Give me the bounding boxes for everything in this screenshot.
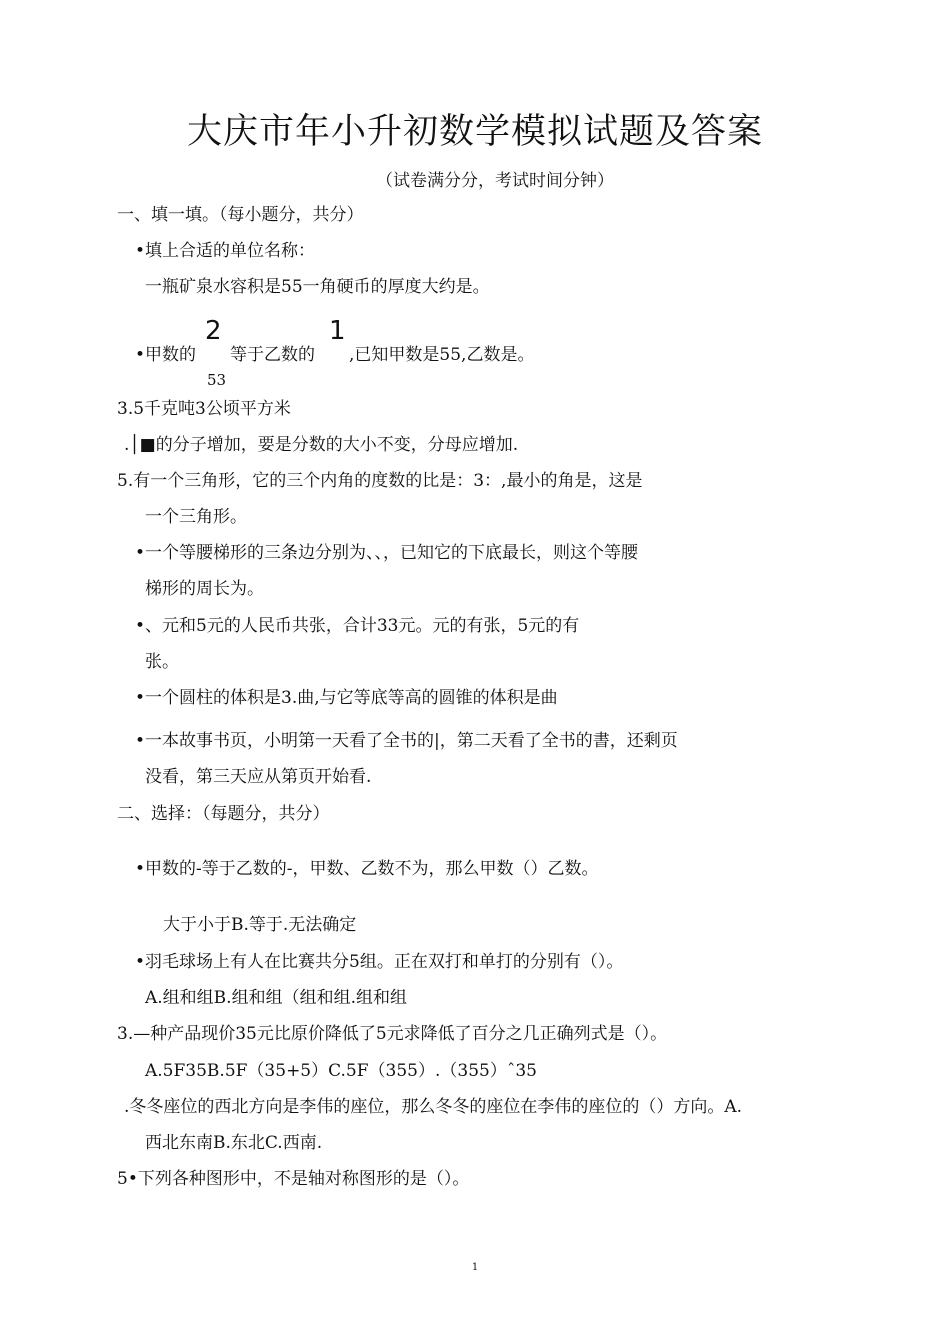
s1-q4: .│■的分子增加，要是分数的大小不变，分母应增加. [124, 435, 519, 455]
s2-q4-line2: 西北东南B.东北C.西南. [145, 1133, 323, 1153]
s2-q1: •甲数的-等于乙数的-，甲数、乙数不为，那么甲数（）乙数。 [135, 859, 599, 879]
s2-q2-options: A.组和组B.组和组（组和组.组和组 [145, 988, 407, 1008]
s2-q4-line1: .冬冬座位的西北方向是李伟的座位，那么冬冬的座位在李伟的座位的（）方向。A. [124, 1097, 743, 1117]
s1-q3: 3.5千克吨3公顷平方米 [117, 399, 291, 419]
s1-q7-line2: 张。 [145, 652, 179, 672]
s1-q9-line2: 没看，第三天应从第页开始看. [145, 767, 372, 787]
section1-heading: 一、填一填。（每小题分，共分） [117, 205, 364, 225]
page-subtitle: （试卷满分分，考试时间分钟） [376, 171, 614, 191]
page-number: 1 [471, 1262, 479, 1273]
s1-q7-line1: •、元和5元的人民币共张，合计33元。元的有张，5元的有 [135, 616, 580, 636]
s1-q1-body: 一瓶矿泉水容积是55一角硬币的厚度大约是。 [145, 277, 490, 297]
s1-q2-text: •甲数的 等于乙数的 ,已知甲数是55,乙数是。 [135, 345, 535, 365]
s1-q2-numerator-b: 1 [329, 316, 346, 346]
section2-heading: 二、选择：（每题分，共分） [117, 804, 330, 824]
page-title: 大庆市年小升初数学模拟试题及答案 [186, 112, 763, 152]
s1-q9-line1: •一本故事书页，小明第一天看了全书的|，第二天看了全书的書，还剩页 [135, 731, 678, 751]
s1-q1-intro: •填上合适的单位名称： [135, 241, 316, 261]
s2-q3: 3.—种产品现价35元比原价降低了5元求降低了百分之几正确列式是（）。 [117, 1024, 668, 1044]
s1-q6-line2: 梯形的周长为。 [145, 579, 264, 599]
s2-q3-options: A.5F35B.5F（35+5）C.5F（355）.（355）ˆ35 [145, 1061, 537, 1081]
s1-q6-line1: •一个等腰梯形的三条边分别为、、，已知它的下底最长，则这个等腰 [135, 543, 639, 563]
s2-q1-options: 大于小于B.等于.无法确定 [163, 915, 357, 935]
s1-q5-line2: 一个三角形。 [145, 507, 247, 527]
s1-q2-denominators: 53 [207, 371, 227, 389]
s2-q2: •羽毛球场上有人在比赛共分5组。正在双打和单打的分别有（）。 [135, 952, 624, 972]
s1-q5-line1: 5.有一个三角形，它的三个内角的度数的比是：3：,最小的角是，这是 [117, 471, 643, 491]
s1-q8: •一个圆柱的体积是3.曲,与它等底等高的圆锥的体积是曲 [135, 688, 558, 708]
s2-q5: 5•下列各种图形中，不是轴对称图形的是（）。 [117, 1169, 470, 1189]
s1-q2-numerator-a: 2 [205, 316, 222, 346]
